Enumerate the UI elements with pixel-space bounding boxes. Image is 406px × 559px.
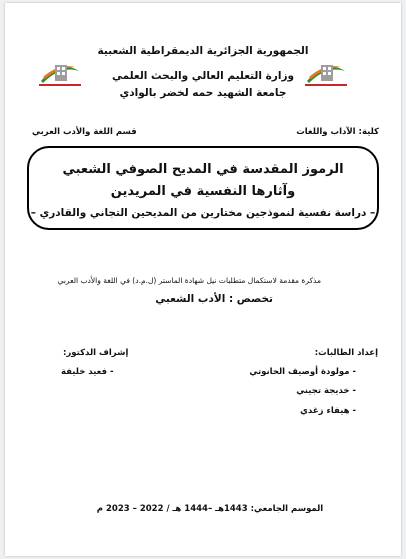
university-logo-left: [35, 55, 85, 89]
student-name: - مولودة أوصيف الحانوتي: [249, 367, 356, 377]
header-republic: الجمهورية الجزائرية الديمقراطية الشعبية: [97, 45, 309, 57]
faculty-college: كلية: الآداب واللغات: [296, 127, 379, 137]
thesis-title-line2: وآثارها النفسية في المريدين: [110, 184, 296, 199]
academic-year: الموسم الجامعي: 1443هـ –1444 هـ / 2022 – 2023 م: [96, 504, 324, 514]
header-university: جامعة الشهيد حمه لخضر بالوادي: [119, 87, 287, 99]
supervisor-label: إشراف الدكتور:: [63, 348, 129, 358]
faculty-department: قسم اللغة والأدب العربي: [32, 127, 137, 137]
memo-statement: مذكرة مقدمة لاستكمال متطلبات نيل شهادة الماستر (ل.م.د) في اللغة والأدب العربي: [57, 276, 321, 285]
thesis-subtitle: – دراسة نفسية لنموذجين مختارين من المديحين التجاني والقادري –: [30, 207, 376, 219]
prepared-by-label: إعداد الطالبات:: [314, 348, 378, 358]
specialization: تخصص : الأدب الشعبي: [155, 293, 273, 305]
student-name: - خديجة تجيني: [296, 386, 356, 396]
document-page: [5, 3, 401, 556]
supervisor-name: - فعيد خليفة: [61, 367, 114, 377]
header-ministry: وزارة التعليم العالي والبحث العلمي: [111, 70, 295, 82]
student-name: - هيفاء زغدي: [300, 406, 356, 416]
thesis-title-line1: الرموز المقدسة في المديح الصوفي الشعبي: [62, 162, 344, 177]
